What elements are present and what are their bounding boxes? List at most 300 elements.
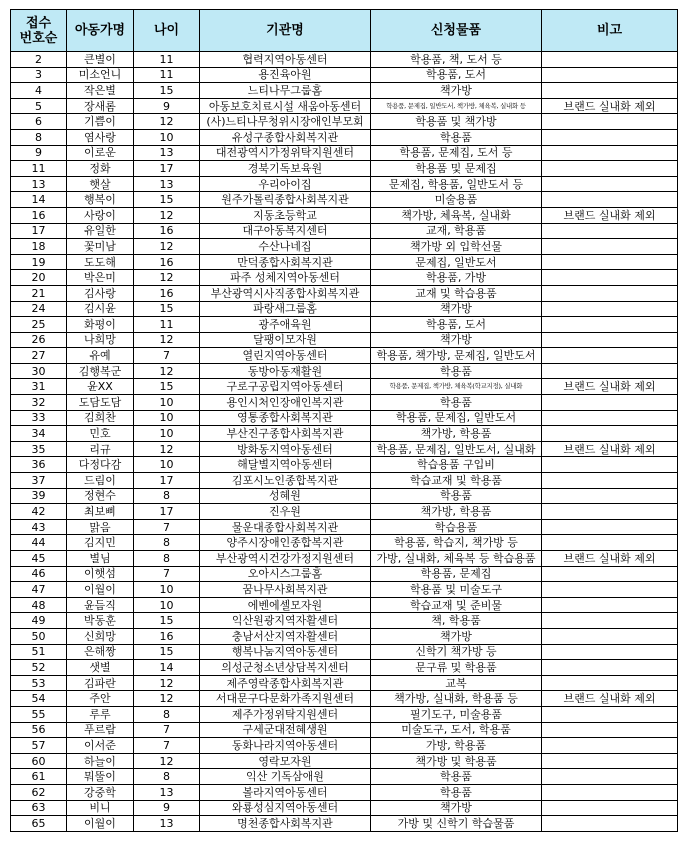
table-row	[11, 457, 678, 473]
cell-org: 부산광역시건강가정지원센터	[200, 551, 371, 567]
table-row	[11, 363, 678, 379]
cell-no: 19	[11, 254, 67, 270]
cell-note	[542, 644, 678, 660]
cell-items: 교재 및 학습용품	[371, 285, 542, 301]
cell-age: 17	[134, 161, 200, 177]
cell-items: 학용품, 문제집, 일반도서	[371, 410, 542, 426]
cell-age: 15	[134, 613, 200, 629]
cell-nickname: 신희망	[67, 628, 134, 644]
cell-org: 진우원	[200, 504, 371, 520]
header-no-line1: 접수	[25, 15, 52, 31]
cell-note	[542, 114, 678, 130]
table-row	[11, 285, 678, 301]
cell-items: 학용품, 문제집, 책가방, 체육복(학교지정), 실내화	[371, 379, 542, 395]
cell-note	[542, 535, 678, 551]
cell-age: 14	[134, 660, 200, 676]
header-no-line2: 번호순	[19, 30, 58, 46]
cell-nickname: 염사랑	[67, 129, 134, 145]
cell-org: 영락모자원	[200, 753, 371, 769]
cell-note	[542, 769, 678, 785]
cell-org: (사)느티나무청위시장애인부모회	[200, 114, 371, 130]
cell-items: 학용품, 도서	[371, 67, 542, 83]
cell-age: 12	[134, 675, 200, 691]
header-note: 비고	[542, 10, 678, 52]
table-row	[11, 597, 678, 613]
cell-nickname: 이월이	[67, 582, 134, 598]
cell-no: 61	[11, 769, 67, 785]
cell-nickname: 이서준	[67, 738, 134, 754]
cell-nickname: 사랑이	[67, 207, 134, 223]
cell-nickname: 박동훈	[67, 613, 134, 629]
header-items: 신청물품	[371, 10, 542, 52]
table-row	[11, 52, 678, 68]
cell-items: 교재, 학용품	[371, 223, 542, 239]
cell-no: 47	[11, 582, 67, 598]
cell-nickname: 김파란	[67, 675, 134, 691]
cell-nickname: 뭐뚤이	[67, 769, 134, 785]
cell-no: 65	[11, 816, 67, 832]
cell-no: 30	[11, 363, 67, 379]
cell-no: 44	[11, 535, 67, 551]
cell-age: 8	[134, 706, 200, 722]
cell-org: 만덕종합사회복지관	[200, 254, 371, 270]
cell-note	[542, 254, 678, 270]
cell-nickname: 정화	[67, 161, 134, 177]
cell-nickname: 햇살	[67, 176, 134, 192]
table-row	[11, 613, 678, 629]
table-row	[11, 254, 678, 270]
cell-org: 파랑새그룹홈	[200, 301, 371, 317]
table-row	[11, 223, 678, 239]
table-row	[11, 504, 678, 520]
cell-note	[542, 582, 678, 598]
cell-note	[542, 628, 678, 644]
table-row	[11, 348, 678, 364]
table-row	[11, 395, 678, 411]
cell-age: 8	[134, 551, 200, 567]
cell-no: 55	[11, 706, 67, 722]
header-row	[11, 10, 678, 52]
cell-age: 13	[134, 176, 200, 192]
cell-items: 문구류 및 학용품	[371, 660, 542, 676]
cell-age: 12	[134, 270, 200, 286]
cell-age: 10	[134, 129, 200, 145]
cell-items: 학용품, 문제집, 일반도서, 실내화	[371, 441, 542, 457]
cell-note	[542, 566, 678, 582]
table-row	[11, 535, 678, 551]
cell-note	[542, 239, 678, 255]
cell-org: 파주 성체지역아동센터	[200, 270, 371, 286]
cell-org: 오아시스그룹홈	[200, 566, 371, 582]
header-org: 기관명	[200, 10, 371, 52]
cell-nickname: 화평이	[67, 317, 134, 333]
cell-no: 33	[11, 410, 67, 426]
cell-org: 대전광역시가정위탁지원센터	[200, 145, 371, 161]
cell-age: 10	[134, 426, 200, 442]
table-row	[11, 738, 678, 754]
cell-org: 아동보호치료시설 새움아동센터	[200, 98, 371, 114]
cell-age: 10	[134, 597, 200, 613]
cell-nickname: 도담도담	[67, 395, 134, 411]
cell-items: 책가방, 학용품	[371, 504, 542, 520]
cell-org: 수산나네집	[200, 239, 371, 255]
table-row	[11, 800, 678, 816]
cell-org: 해달별지역아동센터	[200, 457, 371, 473]
cell-no: 53	[11, 675, 67, 691]
cell-items: 학용품, 문제집	[371, 566, 542, 582]
cell-items: 책가방, 학용품	[371, 426, 542, 442]
cell-nickname: 이월이	[67, 816, 134, 832]
cell-org: 익산원광지역자활센터	[200, 613, 371, 629]
cell-nickname: 큰별이	[67, 52, 134, 68]
cell-no: 49	[11, 613, 67, 629]
cell-org: 열린지역아동센터	[200, 348, 371, 364]
cell-age: 17	[134, 504, 200, 520]
cell-org: 제주영락종합사회복지관	[200, 675, 371, 691]
cell-items: 학용품, 가방	[371, 270, 542, 286]
cell-no: 42	[11, 504, 67, 520]
cell-org: 느티나무그룹홈	[200, 83, 371, 99]
cell-org: 에벤에셀모자원	[200, 597, 371, 613]
cell-note	[542, 301, 678, 317]
cell-note	[542, 473, 678, 489]
cell-note	[542, 161, 678, 177]
cell-no: 56	[11, 722, 67, 738]
cell-items: 학용품, 책, 도서 등	[371, 52, 542, 68]
cell-no: 63	[11, 800, 67, 816]
cell-nickname: 푸르람	[67, 722, 134, 738]
header-no	[11, 10, 67, 52]
cell-nickname: 비니	[67, 800, 134, 816]
cell-note	[542, 816, 678, 832]
cell-items: 책가방	[371, 301, 542, 317]
cell-note	[542, 675, 678, 691]
cell-nickname: 유예	[67, 348, 134, 364]
cell-age: 10	[134, 395, 200, 411]
cell-note	[542, 706, 678, 722]
cell-org: 제주가정위탁지원센터	[200, 706, 371, 722]
cell-age: 7	[134, 519, 200, 535]
cell-nickname: 윤XX	[67, 379, 134, 395]
cell-no: 14	[11, 192, 67, 208]
cell-nickname: 강중학	[67, 784, 134, 800]
cell-no: 18	[11, 239, 67, 255]
cell-note	[542, 67, 678, 83]
cell-items: 필기도구, 미술용품	[371, 706, 542, 722]
table-row	[11, 660, 678, 676]
cell-items: 학용품	[371, 363, 542, 379]
cell-age: 15	[134, 379, 200, 395]
cell-age: 7	[134, 738, 200, 754]
cell-org: 구세군대전혜생원	[200, 722, 371, 738]
cell-age: 13	[134, 784, 200, 800]
cell-nickname: 샛별	[67, 660, 134, 676]
cell-items: 학용품	[371, 129, 542, 145]
cell-nickname: 나희망	[67, 332, 134, 348]
cell-no: 51	[11, 644, 67, 660]
cell-note	[542, 504, 678, 520]
cell-items: 학용품, 학습지, 책가방 등	[371, 535, 542, 551]
table-row	[11, 566, 678, 582]
cell-org: 영통종합사회복지관	[200, 410, 371, 426]
table-row	[11, 317, 678, 333]
cell-no: 36	[11, 457, 67, 473]
cell-age: 7	[134, 566, 200, 582]
cell-nickname: 최보삐	[67, 504, 134, 520]
cell-age: 12	[134, 207, 200, 223]
cell-items: 학용품 및 책가방	[371, 114, 542, 130]
request-table	[10, 9, 678, 832]
cell-no: 25	[11, 317, 67, 333]
cell-age: 13	[134, 816, 200, 832]
cell-age: 16	[134, 223, 200, 239]
cell-items: 책가방 외 입학선물	[371, 239, 542, 255]
cell-nickname: 김사랑	[67, 285, 134, 301]
cell-note	[542, 613, 678, 629]
cell-note	[542, 800, 678, 816]
cell-nickname: 맑음	[67, 519, 134, 535]
cell-age: 17	[134, 473, 200, 489]
cell-items: 학용품	[371, 769, 542, 785]
cell-org: 익산 기독삼애원	[200, 769, 371, 785]
cell-org: 유성구종합사회복지관	[200, 129, 371, 145]
table-row	[11, 270, 678, 286]
cell-nickname: 작은별	[67, 83, 134, 99]
cell-items: 책가방	[371, 332, 542, 348]
cell-org: 우리아이집	[200, 176, 371, 192]
cell-no: 27	[11, 348, 67, 364]
cell-no: 50	[11, 628, 67, 644]
table-row	[11, 816, 678, 832]
cell-age: 10	[134, 457, 200, 473]
cell-nickname: 김희찬	[67, 410, 134, 426]
table-row	[11, 551, 678, 567]
cell-note	[542, 722, 678, 738]
cell-nickname: 이로운	[67, 145, 134, 161]
cell-items: 학용품 및 문제집	[371, 161, 542, 177]
header-age: 나이	[134, 10, 200, 52]
table-row	[11, 473, 678, 489]
cell-age: 10	[134, 582, 200, 598]
cell-note	[542, 348, 678, 364]
cell-note	[542, 457, 678, 473]
cell-no: 17	[11, 223, 67, 239]
cell-age: 16	[134, 628, 200, 644]
cell-org: 동화나라지역아동센터	[200, 738, 371, 754]
cell-org: 용진육아원	[200, 67, 371, 83]
cell-no: 3	[11, 67, 67, 83]
cell-no: 13	[11, 176, 67, 192]
cell-no: 34	[11, 426, 67, 442]
cell-org: 행복나눔지역아동센터	[200, 644, 371, 660]
table-row	[11, 441, 678, 457]
cell-note	[542, 426, 678, 442]
cell-org: 지동초등학교	[200, 207, 371, 223]
cell-no: 9	[11, 145, 67, 161]
table-row	[11, 753, 678, 769]
cell-no: 8	[11, 129, 67, 145]
cell-org: 방화동지역아동센터	[200, 441, 371, 457]
request-list-sheet	[10, 9, 678, 832]
cell-note	[542, 753, 678, 769]
cell-nickname: 김시윤	[67, 301, 134, 317]
cell-items: 가방 및 신학기 학습물품	[371, 816, 542, 832]
cell-age: 12	[134, 114, 200, 130]
table-row	[11, 722, 678, 738]
cell-org: 광주애육원	[200, 317, 371, 333]
cell-no: 37	[11, 473, 67, 489]
cell-items: 학용품, 도서	[371, 317, 542, 333]
cell-nickname: 다정다감	[67, 457, 134, 473]
cell-items: 문제집, 일반도서	[371, 254, 542, 270]
cell-nickname: 은해짱	[67, 644, 134, 660]
cell-age: 16	[134, 285, 200, 301]
cell-note	[542, 363, 678, 379]
cell-note: 브랜드 실내화 제외	[542, 98, 678, 114]
cell-no: 39	[11, 488, 67, 504]
cell-age: 11	[134, 317, 200, 333]
cell-no: 57	[11, 738, 67, 754]
cell-items: 학용품	[371, 488, 542, 504]
cell-note	[542, 660, 678, 676]
cell-items: 가방, 학용품	[371, 738, 542, 754]
cell-nickname: 루루	[67, 706, 134, 722]
cell-org: 꿈나무사회복지관	[200, 582, 371, 598]
cell-nickname: 민호	[67, 426, 134, 442]
cell-age: 12	[134, 239, 200, 255]
cell-age: 9	[134, 98, 200, 114]
cell-note	[542, 488, 678, 504]
cell-items: 학용품, 문제집, 도서 등	[371, 145, 542, 161]
cell-nickname: 유일한	[67, 223, 134, 239]
cell-items: 교복	[371, 675, 542, 691]
cell-org: 서대문구다문화가족지원센터	[200, 691, 371, 707]
table-row	[11, 582, 678, 598]
table-row	[11, 83, 678, 99]
cell-age: 15	[134, 644, 200, 660]
cell-no: 16	[11, 207, 67, 223]
cell-no: 20	[11, 270, 67, 286]
table-row	[11, 301, 678, 317]
cell-org: 충남서산지역자활센터	[200, 628, 371, 644]
cell-no: 6	[11, 114, 67, 130]
cell-age: 10	[134, 410, 200, 426]
table-row	[11, 161, 678, 177]
table-row	[11, 176, 678, 192]
cell-items: 책가방	[371, 800, 542, 816]
table-row	[11, 784, 678, 800]
cell-note	[542, 317, 678, 333]
cell-no: 54	[11, 691, 67, 707]
table-row	[11, 98, 678, 114]
cell-no: 31	[11, 379, 67, 395]
table-row	[11, 410, 678, 426]
cell-note: 브랜드 실내화 제외	[542, 379, 678, 395]
cell-items: 학용품, 책가방, 문제집, 일반도서	[371, 348, 542, 364]
cell-org: 용인시처인장애인복지관	[200, 395, 371, 411]
cell-nickname: 별님	[67, 551, 134, 567]
cell-no: 26	[11, 332, 67, 348]
table-row	[11, 192, 678, 208]
cell-no: 46	[11, 566, 67, 582]
cell-note	[542, 129, 678, 145]
header-nickname: 아동가명	[67, 10, 134, 52]
table-row	[11, 145, 678, 161]
cell-items: 학용품, 문제집, 일반도서, 책가방, 체육복, 실내화 등	[371, 98, 542, 114]
table-row	[11, 239, 678, 255]
cell-items: 신학기 책가방 등	[371, 644, 542, 660]
cell-nickname: 이햇섬	[67, 566, 134, 582]
cell-items: 책가방, 체육복, 실내화	[371, 207, 542, 223]
cell-items: 책가방, 실내화, 학용품 등	[371, 691, 542, 707]
cell-note	[542, 332, 678, 348]
table-row	[11, 207, 678, 223]
cell-org: 동방아동재활원	[200, 363, 371, 379]
cell-age: 12	[134, 363, 200, 379]
cell-note: 브랜드 실내화 제외	[542, 551, 678, 567]
cell-nickname: 주안	[67, 691, 134, 707]
cell-items: 책가방	[371, 83, 542, 99]
cell-age: 15	[134, 192, 200, 208]
table-row	[11, 691, 678, 707]
cell-nickname: 리규	[67, 441, 134, 457]
cell-nickname: 미소언니	[67, 67, 134, 83]
cell-age: 11	[134, 67, 200, 83]
cell-age: 15	[134, 83, 200, 99]
cell-no: 4	[11, 83, 67, 99]
cell-org: 부산진구종합사회복지관	[200, 426, 371, 442]
cell-org: 구로구공립지역아동센터	[200, 379, 371, 395]
cell-nickname: 도도해	[67, 254, 134, 270]
cell-items: 학습교재 및 학용품	[371, 473, 542, 489]
cell-no: 43	[11, 519, 67, 535]
cell-org: 달팽이모자원	[200, 332, 371, 348]
cell-nickname: 꽃미남	[67, 239, 134, 255]
cell-note	[542, 192, 678, 208]
cell-org: 김포시노인종합복지관	[200, 473, 371, 489]
cell-note: 브랜드 실내화 제외	[542, 691, 678, 707]
cell-no: 21	[11, 285, 67, 301]
cell-no: 45	[11, 551, 67, 567]
cell-age: 12	[134, 691, 200, 707]
cell-no: 32	[11, 395, 67, 411]
cell-age: 12	[134, 753, 200, 769]
cell-no: 52	[11, 660, 67, 676]
table-row	[11, 488, 678, 504]
cell-org: 와룡성심지역아동센터	[200, 800, 371, 816]
table-row	[11, 519, 678, 535]
cell-no: 11	[11, 161, 67, 177]
cell-note	[542, 223, 678, 239]
cell-nickname: 정현수	[67, 488, 134, 504]
table-row	[11, 628, 678, 644]
cell-no: 35	[11, 441, 67, 457]
cell-no: 60	[11, 753, 67, 769]
table-row	[11, 379, 678, 395]
table-row	[11, 706, 678, 722]
cell-age: 12	[134, 441, 200, 457]
table-row	[11, 332, 678, 348]
cell-age: 8	[134, 769, 200, 785]
cell-note	[542, 410, 678, 426]
cell-org: 대구아동복지센터	[200, 223, 371, 239]
cell-age: 15	[134, 301, 200, 317]
cell-org: 경북기독보육원	[200, 161, 371, 177]
cell-no: 5	[11, 98, 67, 114]
cell-nickname: 박은미	[67, 270, 134, 286]
cell-note	[542, 395, 678, 411]
cell-org: 성혜원	[200, 488, 371, 504]
